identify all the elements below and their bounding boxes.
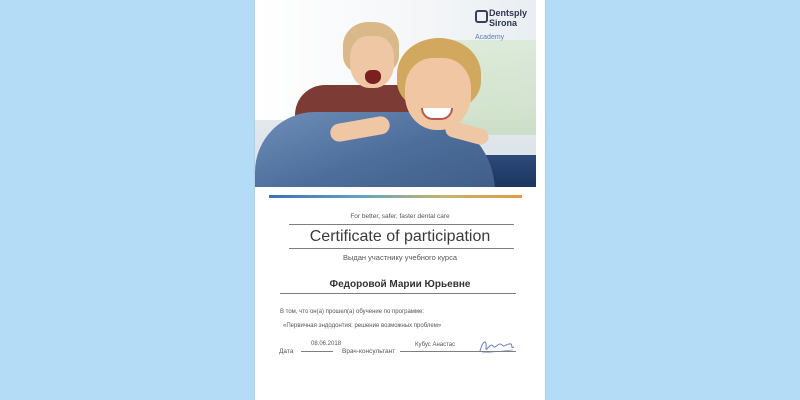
tagline: For better, safer, faster dental care (350, 213, 450, 220)
consultant-label: Врач-консультант (342, 348, 396, 355)
divider (280, 293, 516, 294)
date-line (301, 351, 333, 352)
brand-mark-icon (475, 10, 488, 23)
divider (289, 224, 514, 225)
program-name: «Первичная эндодонтия: решение возможных проблем» (283, 323, 442, 329)
certificate (255, 0, 545, 400)
consultant-name: Кубус Анастас (415, 342, 456, 348)
signature (477, 336, 517, 356)
brand-academy: Academy (475, 34, 505, 41)
color-stripe (269, 195, 522, 198)
date-value: 08.06.2018 (311, 341, 342, 347)
date-label: Дата (279, 348, 294, 355)
certificate-title: Certificate of participation (309, 228, 491, 245)
certificate-subtitle: Выдан участнику учебного курса (342, 253, 457, 262)
certificate-photo (255, 0, 536, 187)
description: В том, что он(а) прошел(а) обучение по программе: (280, 309, 425, 315)
recipient-name: Федоровой Марии Юрьевне (329, 279, 471, 290)
divider (289, 248, 514, 249)
brand-name: Dentsply Sirona (489, 8, 528, 28)
